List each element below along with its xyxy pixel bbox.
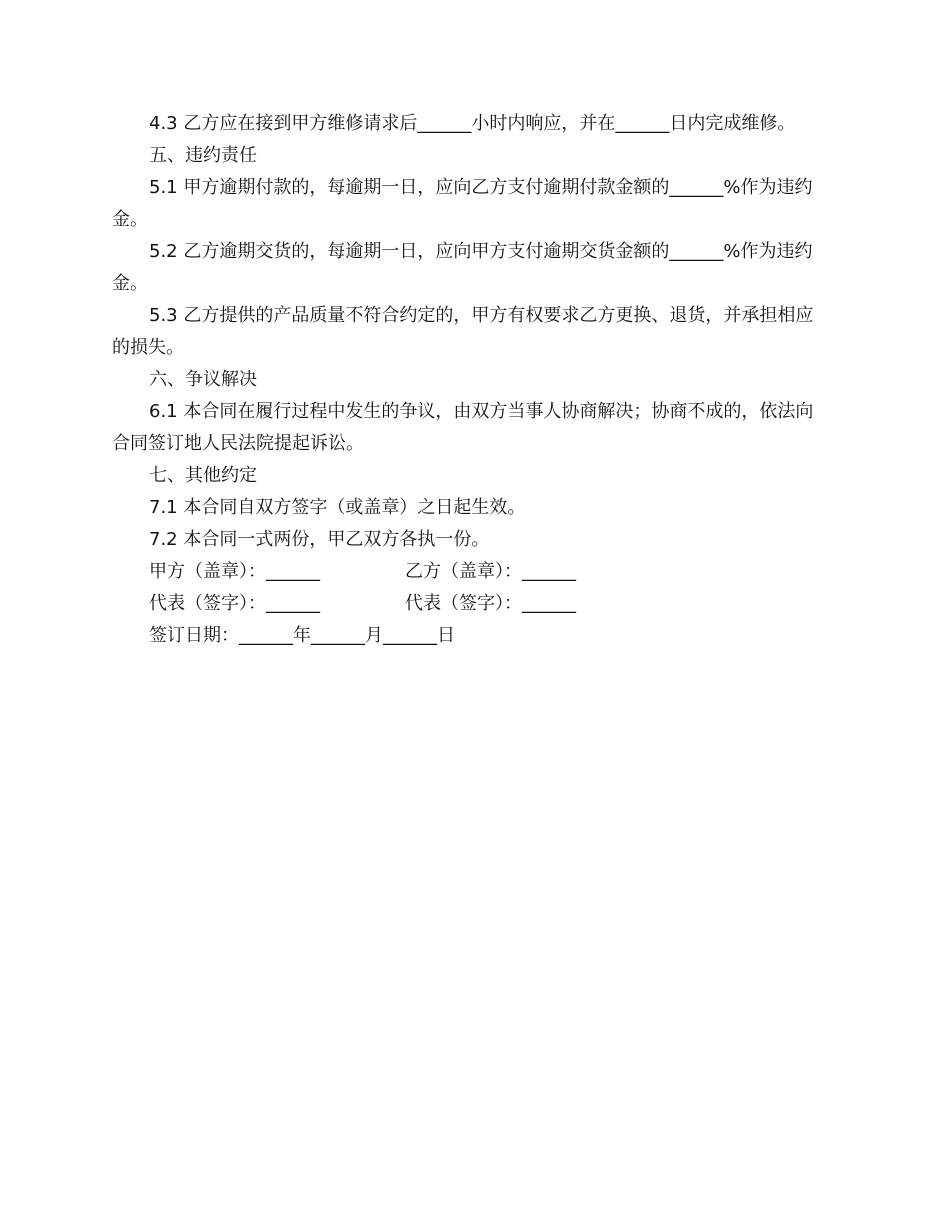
clause-5-2-line-1: 5.2 乙方逾期交货的，每逾期一日，应向甲方支付逾期交货金额的______%作为违约 [149, 241, 813, 262]
signature-row-seal [112, 556, 836, 588]
clause-5-1-line-1: 5.1 甲方逾期付款的，每逾期一日，应向乙方支付逾期付款金额的______%作为违约 [149, 177, 813, 198]
clause-5-3-line-2: 的损失。 [112, 337, 184, 358]
clause-7-2: 7.2 本合同一式两份，甲乙双方各执一份。 [149, 529, 490, 550]
signing-date-field: 签订日期：______年______月______日 [149, 625, 455, 646]
party-a-representative-field: 代表（签字）：______ [149, 593, 320, 614]
section-heading-liability: 五、违约责任 [149, 145, 257, 166]
party-b-representative-field: 代表（签字）：______ [405, 593, 576, 614]
party-a-seal-field: 甲方（盖章）：______ [149, 561, 320, 582]
clause-4-3: 4.3 乙方应在接到甲方维修请求后______小时内响应，并在______日内完成维修。 [149, 113, 796, 134]
clause-5-3-line-1: 5.3 乙方提供的产品质量不符合约定的，甲方有权要求乙方更换、退货，并承担相应 [149, 305, 814, 326]
signature-row-representative [112, 588, 836, 620]
contract-page [112, 108, 836, 652]
clause-5-1-line-2: 金。 [112, 209, 148, 230]
section-heading-dispute: 六、争议解决 [149, 369, 257, 390]
clause-7-1: 7.1 本合同自双方签字（或盖章）之日起生效。 [149, 497, 526, 518]
clause-5-2-line-2: 金。 [112, 273, 148, 294]
clause-6-1-line-1: 6.1 本合同在履行过程中发生的争议，由双方当事人协商解决；协商不成的，依法向 [149, 401, 814, 422]
section-heading-other: 七、其他约定 [149, 465, 257, 486]
clause-6-1-line-2: 合同签订地人民法院提起诉讼。 [112, 433, 364, 454]
party-b-seal-field: 乙方（盖章）：______ [405, 561, 576, 582]
